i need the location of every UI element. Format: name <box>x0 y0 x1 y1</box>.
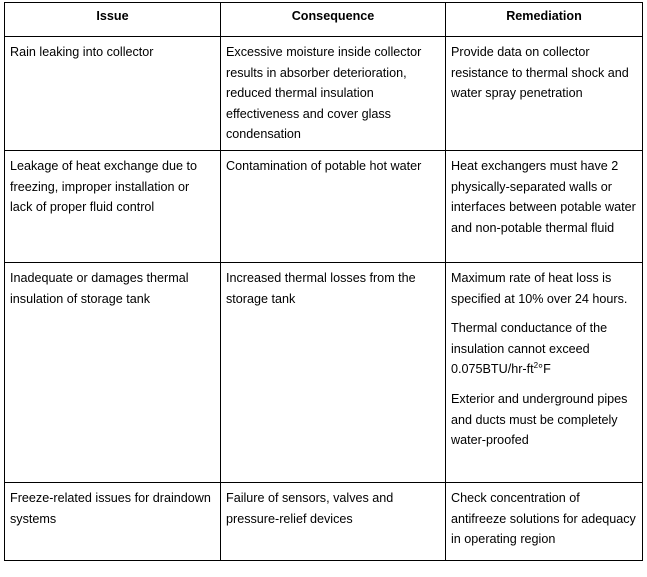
remediation-text-main: Thermal conductance of the insulation cannot exceed 0.075BTU/hr-ft <box>451 321 608 377</box>
remediation-cell <box>446 263 643 483</box>
table-row <box>5 37 643 151</box>
remediation-text: Heat exchangers must have 2 physically-separated walls or interfaces between potable water and non-potable thermal fluid <box>451 159 636 235</box>
table-row <box>5 483 643 561</box>
remediation-cell <box>446 483 643 561</box>
header-issue: Issue <box>5 3 221 37</box>
consequence-cell: Contamination of potable hot water <box>221 151 446 263</box>
unit-superscript: 2 <box>533 361 539 371</box>
issue-cell: Freeze-related issues for draindown systems <box>5 483 221 561</box>
remediation-text: Check concentration of antifreeze solutions for adequacy in operating region <box>451 491 636 547</box>
remediation-text <box>451 318 637 380</box>
header-consequence: Consequence <box>221 3 446 37</box>
remediation-cell <box>446 151 643 263</box>
issue-cell: Rain leaking into collector <box>5 37 221 151</box>
table-row <box>5 263 643 483</box>
remediation-text: Maximum rate of heat loss is specified at 10% over 24 hours. <box>451 271 628 306</box>
header-remediation: Remediation <box>446 3 643 37</box>
unit-tail: °F <box>538 362 551 377</box>
issues-table <box>4 2 643 561</box>
remediation-text: Provide data on collector resistance to thermal shock and water spray penetration <box>451 45 629 101</box>
remediation-cell <box>446 37 643 151</box>
consequence-cell: Increased thermal losses from the storage tank <box>221 263 446 483</box>
consequence-cell: Failure of sensors, valves and pressure-relief devices <box>221 483 446 561</box>
remediation-text: Exterior and underground pipes and ducts must be completely water-proofed <box>451 391 628 448</box>
consequence-cell: Excessive moisture inside collector results in absorber deterioration, reduced thermal insulation effectiveness and cover glass condensation <box>221 37 446 151</box>
table-row <box>5 151 643 263</box>
issue-cell: Leakage of heat exchange due to freezing, improper installation or lack of proper fluid control <box>5 151 221 263</box>
header-row <box>5 3 643 37</box>
issue-cell: Inadequate or damages thermal insulation of storage tank <box>5 263 221 483</box>
